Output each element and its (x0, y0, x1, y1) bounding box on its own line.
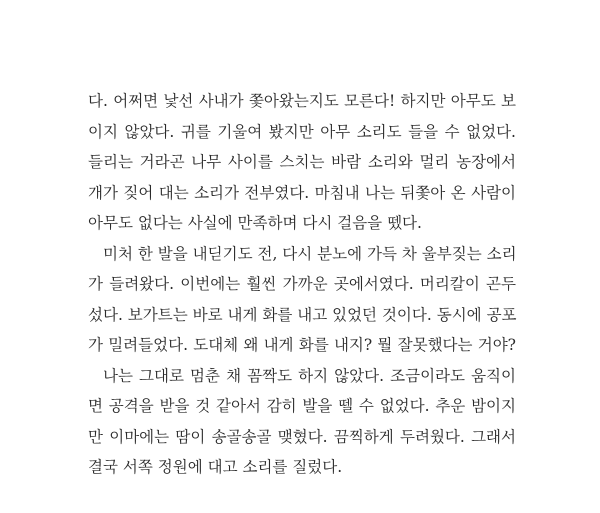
text-line: 들리는 거라곤 나무 사이를 스치는 바람 소리와 멀리 농장에서 (88, 153, 516, 171)
text-line: 가 들려왔다. 이번에는 훨씬 가까운 곳에서였다. 머리칼이 곤두 (88, 275, 516, 293)
text-line: 다. 어쩌면 낯선 사내가 쫓아왔는지도 모른다! 하지만 아무도 보 (88, 92, 516, 110)
book-page (88, 86, 516, 483)
text-line: 아무도 없다는 사실에 만족하며 다시 걸음을 뗐다. (88, 214, 422, 232)
text-line: 이지 않았다. 귀를 기울여 봤지만 아무 소리도 들을 수 없었다. (88, 122, 516, 141)
text-line: 가 밀려들었다. 도대체 왜 내게 화를 내지? 뭘 잘못했다는 거야? (88, 336, 516, 354)
paragraph-3 (88, 361, 516, 483)
text-line: 결국 서쪽 정원에 대고 소리를 질렀다. (88, 458, 343, 476)
paragraph-1 (88, 86, 516, 239)
paragraph-2 (88, 239, 516, 361)
text-line: 만 이마에는 땀이 송골송골 맺혔다. 끔찍하게 두려웠다. 그래서 (88, 427, 516, 446)
text-line: 섰다. 보가트는 바로 내게 화를 내고 있었던 것이다. 동시에 공포 (88, 305, 517, 324)
text-line: 미처 한 발을 내딛기도 전, 다시 분노에 가득 차 울부짖는 소리 (103, 244, 517, 263)
text-line: 개가 짖어 대는 소리가 전부였다. 마침내 나는 뒤쫓아 온 사람이 (88, 183, 516, 202)
text-line: 면 공격을 받을 것 같아서 감히 발을 뗄 수 없었다. 추운 밤이지 (88, 397, 516, 415)
text-line: 나는 그대로 멈춘 채 꼼짝도 하지 않았다. 조금이라도 움직이 (103, 366, 516, 385)
